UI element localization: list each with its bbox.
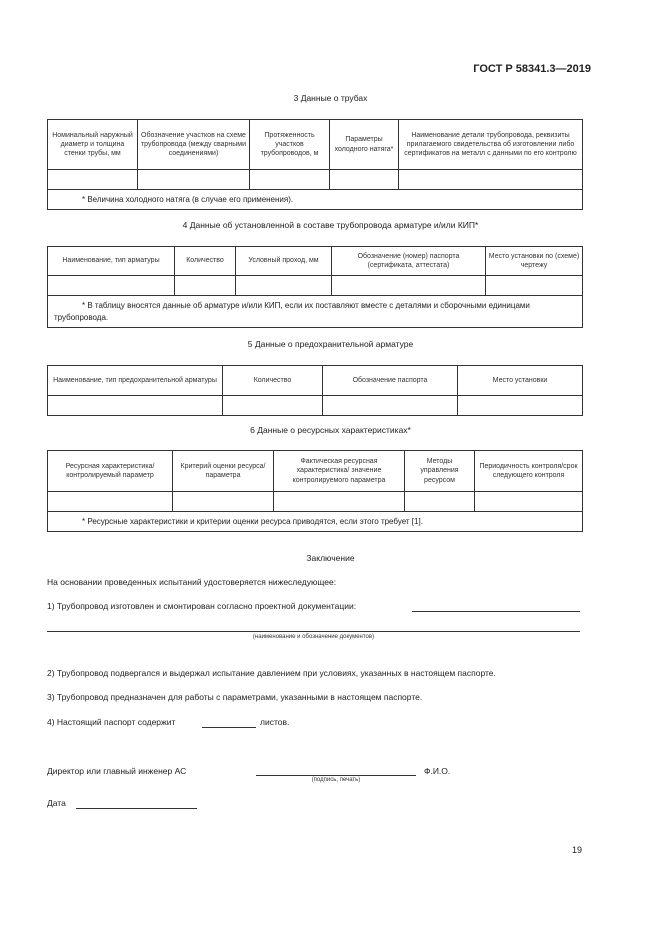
- safety-empty-cell[interactable]: [458, 396, 583, 416]
- resource-col-actual: Фактическая ресурсная характеристика/ значение контролируемого параметра: [274, 451, 405, 492]
- resource-col-criterion: Критерий оценки ресурса/параметра: [173, 451, 274, 492]
- fittings-empty-cell[interactable]: [175, 276, 236, 296]
- resource-empty-cell[interactable]: [475, 492, 583, 512]
- section6-title: 6 Данные о ресурсных характеристиках*: [250, 425, 411, 435]
- fittings-empty-cell[interactable]: [236, 276, 332, 296]
- fittings-table: [47, 246, 583, 328]
- pipes-col-detail: Наименование детали трубопровода, реквизиты прилагаемого свидетельства об изготовлении либо сертификатов на металл с данными по его контролю: [399, 120, 583, 170]
- resource-table: [47, 450, 583, 532]
- pipes-empty-cell[interactable]: [138, 170, 250, 190]
- fittings-col-location: Место установки по (схеме) чертежу: [486, 247, 583, 276]
- pipes-empty-cell[interactable]: [399, 170, 583, 190]
- pipes-empty-cell[interactable]: [250, 170, 330, 190]
- safety-empty-cell[interactable]: [323, 396, 458, 416]
- safety-col-passport: Обозначение паспорта: [323, 366, 458, 396]
- safety-empty-cell[interactable]: [223, 396, 323, 416]
- resource-empty-cell[interactable]: [405, 492, 475, 512]
- fittings-col-passport: Обозначение (номер) паспорта (сертификата, аттестата): [332, 247, 486, 276]
- date-line[interactable]: [76, 808, 197, 809]
- resource-col-periodicity: Периодичность контроля/срок следующего контроля: [475, 451, 583, 492]
- sheet-count-line[interactable]: [202, 727, 256, 728]
- resource-empty-cell[interactable]: [274, 492, 405, 512]
- item1-fill-line[interactable]: [412, 611, 580, 612]
- conclusion-item4-suffix: листов.: [260, 717, 290, 727]
- signature-role: Директор или главный инженер АС: [47, 766, 187, 776]
- pipes-note: * Величина холодного натяга (в случае его применения).: [48, 190, 583, 210]
- safety-empty-cell[interactable]: [48, 396, 223, 416]
- safety-col-name: Наименование, тип предохранительной арматуры: [48, 366, 223, 396]
- date-label: Дата: [47, 798, 66, 808]
- pipes-empty-cell[interactable]: [330, 170, 399, 190]
- resource-note: * Ресурсные характеристики и критерии оценки ресурса приводятся, если этого требует [1].: [48, 512, 583, 532]
- fittings-col-name: Наименование, тип арматуры: [48, 247, 175, 276]
- resource-col-characteristic: Ресурсная характеристика/ контролируемый параметр: [48, 451, 173, 492]
- section5-title: 5 Данные о предохранительной арматуре: [247, 339, 414, 349]
- pipes-col-section: Обозначение участков на схеме трубопровода (между сварными соединениями): [138, 120, 250, 170]
- safety-col-location: Место установки: [458, 366, 583, 396]
- conclusion-title: Заключение: [306, 553, 355, 563]
- section4-title: 4 Данные об установленной в составе трубопровода арматуре и/или КИП*: [182, 220, 479, 230]
- resource-col-methods: Методы управления ресурсом: [405, 451, 475, 492]
- resource-empty-cell[interactable]: [173, 492, 274, 512]
- pipes-empty-cell[interactable]: [48, 170, 138, 190]
- conclusion-intro: На основании проведенных испытаний удостоверяется нижеследующее:: [47, 577, 337, 587]
- document-code: ГОСТ Р 58341.3—2019: [473, 63, 591, 75]
- section3-title: 3 Данные о трубах: [293, 93, 368, 103]
- fittings-col-nominal-bore: Условный проход, мм: [236, 247, 332, 276]
- pipes-col-length: Протяженность участков трубопроводов, м: [250, 120, 330, 170]
- pipes-col-cold-tension: Параметры холодного натяга*: [330, 120, 399, 170]
- fittings-col-quantity: Количество: [175, 247, 236, 276]
- conclusion-item4-prefix: 4) Настоящий паспорт содержит: [47, 717, 176, 727]
- conclusion-item3: 3) Трубопровод предназначен для работы с параметрами, указанными в настоящем паспорте.: [47, 692, 423, 702]
- signature-fio: Ф.И.О.: [424, 766, 451, 776]
- conclusion-item2: 2) Трубопровод подвергался и выдержал испытание давлением при условиях, указанных в настоящем паспорте.: [47, 668, 496, 678]
- resource-empty-cell[interactable]: [48, 492, 173, 512]
- conclusion-item1: 1) Трубопровод изготовлен и смонтирован согласно проектной документации:: [47, 601, 357, 611]
- fittings-empty-cell[interactable]: [48, 276, 175, 296]
- pipes-col-diameter: Номинальный наружный диаметр и толщина стенки трубы, мм: [48, 120, 138, 170]
- fittings-empty-cell[interactable]: [332, 276, 486, 296]
- pipes-table: [47, 119, 583, 210]
- page-number: 19: [571, 845, 582, 855]
- signature-line[interactable]: [256, 775, 416, 776]
- item1-caption: (наименование и обозначение документов): [252, 634, 375, 640]
- safety-col-quantity: Количество: [223, 366, 323, 396]
- safety-valves-table: [47, 365, 583, 416]
- fittings-note: * В таблицу вносятся данные об арматуре и/или КИП, если их поставляют вместе с деталями и сборочными единицами трубопровода.: [48, 296, 583, 328]
- signature-caption: (подпись, печать): [311, 777, 361, 783]
- item1-fill-line-2[interactable]: [47, 631, 580, 632]
- fittings-empty-cell[interactable]: [486, 276, 583, 296]
